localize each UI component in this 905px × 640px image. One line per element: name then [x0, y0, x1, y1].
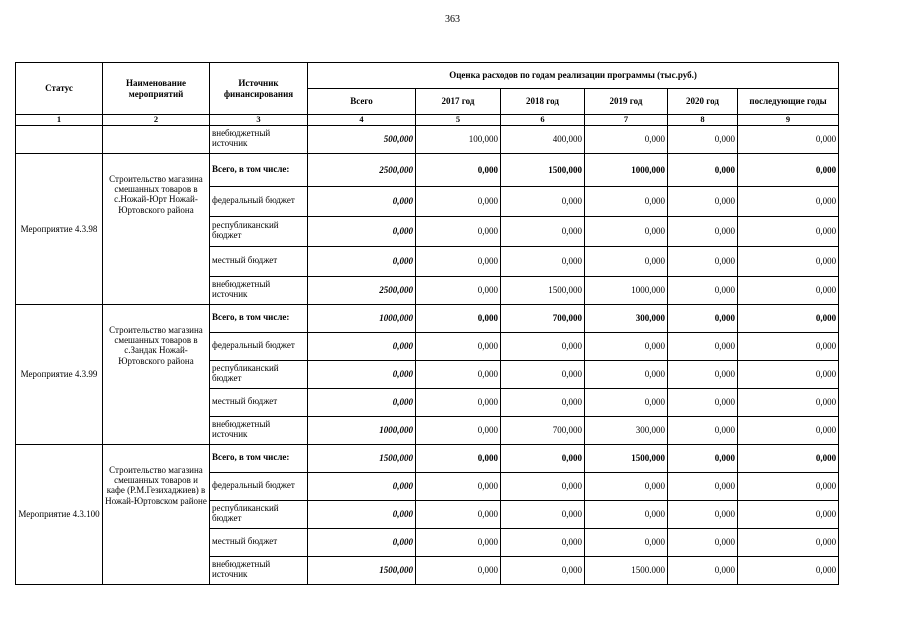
value-cell: 1000,000: [308, 416, 416, 444]
value-cell: 0,000: [668, 186, 738, 216]
empty-cell: [103, 125, 210, 153]
value-cell: 0,000: [416, 332, 501, 360]
value-cell: 0,000: [308, 528, 416, 556]
value-cell: 0,000: [668, 246, 738, 276]
value-cell: 0,000: [308, 246, 416, 276]
source-cell: внебюджетный источник: [210, 416, 308, 444]
header-2020: 2020 год: [668, 89, 738, 115]
value-cell: 0,000: [668, 276, 738, 304]
column-number: 6: [501, 115, 585, 126]
value-cell: 0,000: [416, 528, 501, 556]
value-cell: 0,000: [501, 360, 585, 388]
header-name: Наименование мероприятий: [103, 63, 210, 115]
value-cell: 0,000: [668, 332, 738, 360]
value-cell: 0,000: [585, 388, 668, 416]
value-cell: 0,000: [738, 216, 839, 246]
expense-table: [15, 62, 839, 585]
value-cell: 0,000: [738, 360, 839, 388]
value-cell: 1500,000: [308, 444, 416, 472]
value-cell: 0,000: [416, 556, 501, 584]
value-cell: 0,000: [738, 500, 839, 528]
value-cell: 0,000: [738, 304, 839, 332]
source-cell: Всего, в том числе:: [210, 444, 308, 472]
value-cell: 500,000: [308, 125, 416, 153]
value-cell: 0,000: [738, 388, 839, 416]
column-number: 2: [103, 115, 210, 126]
source-cell: местный бюджет: [210, 528, 308, 556]
column-number: 8: [668, 115, 738, 126]
column-numbers-row: [16, 115, 839, 126]
column-number: 1: [16, 115, 103, 126]
source-cell: республиканский бюджет: [210, 216, 308, 246]
header-source: Источник финансирования: [210, 63, 308, 115]
value-cell: 0,000: [416, 186, 501, 216]
value-cell: 0,000: [585, 360, 668, 388]
value-cell: 0,000: [308, 472, 416, 500]
column-number: 7: [585, 115, 668, 126]
value-cell: 0,000: [308, 388, 416, 416]
value-cell: 0,000: [308, 360, 416, 388]
value-cell: 0,000: [738, 246, 839, 276]
table-row: [16, 125, 839, 153]
value-cell: 0,000: [668, 444, 738, 472]
value-cell: 300,000: [585, 304, 668, 332]
value-cell: 0,000: [738, 472, 839, 500]
value-cell: 1500,000: [308, 556, 416, 584]
value-cell: 0,000: [738, 332, 839, 360]
source-cell: республиканский бюджет: [210, 500, 308, 528]
value-cell: 0,000: [501, 528, 585, 556]
value-cell: 0,000: [738, 153, 839, 186]
value-cell: 1500.000: [585, 556, 668, 584]
value-cell: 0,000: [668, 388, 738, 416]
value-cell: 2500,000: [308, 276, 416, 304]
value-cell: 1000,000: [585, 276, 668, 304]
measure-name-cell: Строительство магазина смешанных товаров и кафе (Р.М.Гезихаджиев) в Ножай-Юртовском районе: [103, 444, 210, 584]
value-cell: 0,000: [501, 332, 585, 360]
table-row: [16, 304, 839, 332]
value-cell: 0,000: [668, 153, 738, 186]
header-total: Всего: [308, 89, 416, 115]
value-cell: 0,000: [501, 216, 585, 246]
status-cell: Мероприятие 4.3.100: [16, 444, 103, 584]
value-cell: 0,000: [416, 472, 501, 500]
value-cell: 0,000: [738, 186, 839, 216]
value-cell: 0,000: [668, 125, 738, 153]
source-cell: местный бюджет: [210, 246, 308, 276]
value-cell: 0,000: [416, 444, 501, 472]
value-cell: 0,000: [738, 556, 839, 584]
value-cell: 0,000: [501, 444, 585, 472]
value-cell: 0,000: [416, 216, 501, 246]
value-cell: 2500,000: [308, 153, 416, 186]
source-cell: федеральный бюджет: [210, 186, 308, 216]
column-number: 5: [416, 115, 501, 126]
table-row: [16, 444, 839, 472]
page-number: 363: [445, 14, 460, 25]
value-cell: 0,000: [668, 556, 738, 584]
source-cell: внебюджетный источник: [210, 276, 308, 304]
source-cell: федеральный бюджет: [210, 332, 308, 360]
column-number: 9: [738, 115, 839, 126]
value-cell: 0,000: [738, 125, 839, 153]
table-row: [16, 153, 839, 186]
header-status: Статус: [16, 63, 103, 115]
measure-name-cell: Строительство магазина смешанных товаров в с.Ножай-Юрт Ножай-Юртовского района: [103, 153, 210, 304]
value-cell: 0,000: [416, 360, 501, 388]
value-cell: 100,000: [416, 125, 501, 153]
source-cell: местный бюджет: [210, 388, 308, 416]
value-cell: 0,000: [668, 500, 738, 528]
value-cell: 700,000: [501, 416, 585, 444]
header-2019: 2019 год: [585, 89, 668, 115]
value-cell: 0,000: [738, 444, 839, 472]
status-cell: Мероприятие 4.3.99: [16, 304, 103, 444]
empty-cell: [16, 125, 103, 153]
source-cell: внебюджетный источник: [210, 125, 308, 153]
value-cell: 1500,000: [501, 153, 585, 186]
header-estimate: Оценка расходов по годам реализации программы (тыс.руб.): [308, 63, 839, 89]
value-cell: 0,000: [585, 332, 668, 360]
status-cell: Мероприятие 4.3.98: [16, 153, 103, 304]
header-later: последующие годы: [738, 89, 839, 115]
header-2017: 2017 год: [416, 89, 501, 115]
value-cell: 0,000: [668, 216, 738, 246]
value-cell: 0,000: [585, 528, 668, 556]
value-cell: 0,000: [308, 216, 416, 246]
value-cell: 0,000: [416, 153, 501, 186]
value-cell: 0,000: [668, 416, 738, 444]
source-cell: Всего, в том числе:: [210, 153, 308, 186]
value-cell: 0,000: [738, 528, 839, 556]
column-number: 4: [308, 115, 416, 126]
source-cell: Всего, в том числе:: [210, 304, 308, 332]
value-cell: 0,000: [585, 246, 668, 276]
value-cell: 1000,000: [308, 304, 416, 332]
value-cell: 0,000: [501, 472, 585, 500]
value-cell: 0,000: [585, 186, 668, 216]
value-cell: 0,000: [738, 416, 839, 444]
value-cell: 0,000: [501, 500, 585, 528]
value-cell: 1500,000: [501, 276, 585, 304]
value-cell: 0,000: [416, 416, 501, 444]
value-cell: 0,000: [585, 500, 668, 528]
value-cell: 1500,000: [585, 444, 668, 472]
value-cell: 0,000: [585, 472, 668, 500]
header-2018: 2018 год: [501, 89, 585, 115]
value-cell: 0,000: [585, 216, 668, 246]
value-cell: 0,000: [501, 556, 585, 584]
source-cell: федеральный бюджет: [210, 472, 308, 500]
source-cell: внебюджетный источник: [210, 556, 308, 584]
value-cell: 300,000: [585, 416, 668, 444]
value-cell: 0,000: [416, 246, 501, 276]
value-cell: 0,000: [416, 304, 501, 332]
value-cell: 0,000: [585, 125, 668, 153]
value-cell: 0,000: [501, 388, 585, 416]
value-cell: 400,000: [501, 125, 585, 153]
value-cell: 0,000: [738, 276, 839, 304]
value-cell: 0,000: [416, 500, 501, 528]
value-cell: 700,000: [501, 304, 585, 332]
value-cell: 1000,000: [585, 153, 668, 186]
value-cell: 0,000: [501, 246, 585, 276]
value-cell: 0,000: [308, 500, 416, 528]
value-cell: 0,000: [668, 528, 738, 556]
value-cell: 0,000: [308, 332, 416, 360]
value-cell: 0,000: [668, 360, 738, 388]
measure-name-cell: Строительство магазина смешанных товаров в с.Зандак Ножай-Юртовского района: [103, 304, 210, 444]
value-cell: 0,000: [416, 388, 501, 416]
value-cell: 0,000: [416, 276, 501, 304]
source-cell: республиканский бюджет: [210, 360, 308, 388]
value-cell: 0,000: [668, 472, 738, 500]
column-number: 3: [210, 115, 308, 126]
value-cell: 0,000: [668, 304, 738, 332]
value-cell: 0,000: [501, 186, 585, 216]
value-cell: 0,000: [308, 186, 416, 216]
